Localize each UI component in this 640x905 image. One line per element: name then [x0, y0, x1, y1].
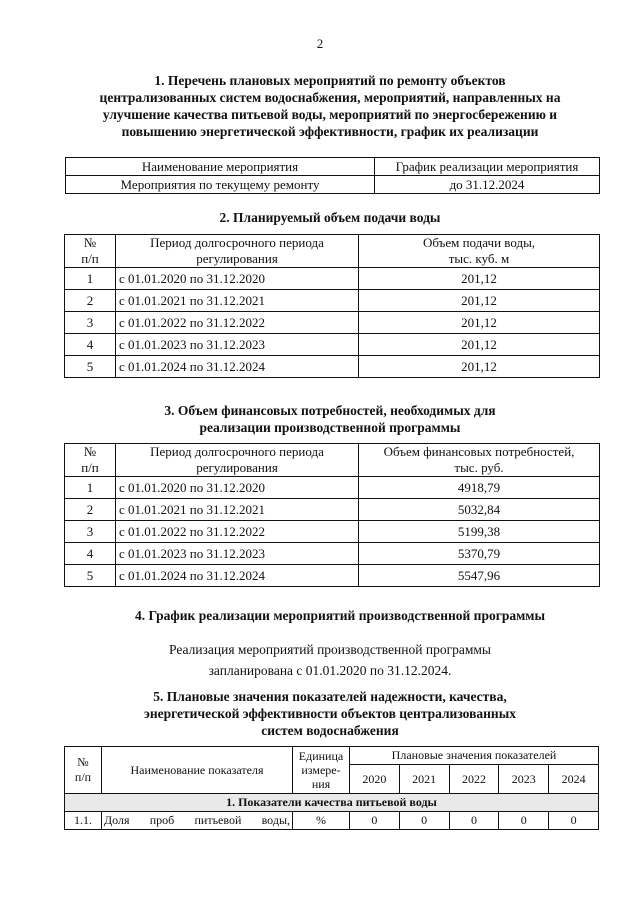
header-num — [65, 444, 116, 477]
section4-text — [80, 639, 580, 681]
schedule-cell: до 31.12.2024 — [375, 176, 600, 194]
section1-title-line: централизованных систем водоснабжения, мероприятий, направленных на — [99, 90, 561, 105]
header-year: 2021 — [399, 765, 449, 794]
page-number: 2 — [316, 36, 324, 51]
header-num-line: № — [83, 235, 97, 250]
header-period-line: Период долгосрочного периода — [150, 235, 324, 250]
financial-needs-table — [64, 443, 600, 587]
header-num — [65, 747, 102, 794]
header-financial — [359, 444, 600, 477]
table-header-row — [66, 158, 600, 176]
header-unit-line: измере- — [301, 763, 341, 777]
row-indicator-name-words — [104, 813, 290, 828]
section5-title-line: энергетической эффективности объектов централизованных — [143, 706, 516, 721]
row-value: 0 — [350, 812, 400, 830]
row-unit: % — [293, 812, 350, 830]
group-title: 1. Показатели качества питьевой воды — [65, 794, 599, 812]
header-num-line: п/п — [81, 251, 99, 266]
row-value: 0 — [399, 812, 449, 830]
row-period: с 01.01.2020 по 31.12.2020 — [116, 268, 359, 290]
row-value: 5547,96 — [359, 565, 600, 587]
table-row — [65, 499, 600, 521]
row-period: с 01.01.2024 по 31.12.2024 — [116, 565, 359, 587]
header-year: 2022 — [449, 765, 499, 794]
table-row — [65, 565, 600, 587]
row-indicator-word: Доля — [104, 813, 130, 827]
table-row — [66, 176, 600, 194]
row-period: с 01.01.2024 по 31.12.2024 — [116, 356, 359, 378]
row-value: 0 — [499, 812, 549, 830]
row-period: с 01.01.2022 по 31.12.2022 — [116, 312, 359, 334]
row-num: 2 — [65, 290, 116, 312]
table-header-row — [65, 444, 600, 477]
row-indicator-word: питьевой — [194, 813, 242, 827]
section1-title — [60, 72, 600, 140]
header-year: 2020 — [350, 765, 400, 794]
header-financial-line: Объем финансовых потребностей, — [383, 444, 575, 459]
table-group-row — [65, 794, 599, 812]
row-num: 5 — [65, 565, 116, 587]
activity-name-cell: Мероприятия по текущему ремонту — [66, 176, 375, 194]
header-num-line: № — [77, 755, 89, 769]
section5-title — [60, 688, 600, 739]
row-value: 201,12 — [359, 334, 600, 356]
row-value: 0 — [549, 812, 599, 830]
header-num-line: п/п — [74, 770, 92, 784]
section2-title: 2. Планируемый объем подачи воды — [219, 210, 441, 225]
header-unit-line: ния — [311, 777, 331, 791]
header-volume-line: тыс. куб. м — [448, 251, 510, 266]
header-financial-line: тыс. руб. — [454, 460, 504, 475]
section5-title-line: систем водоснабжения — [261, 723, 399, 738]
header-num-line: п/п — [81, 460, 99, 475]
header-period — [116, 235, 359, 268]
row-num: 1 — [65, 477, 116, 499]
row-period: с 01.01.2023 по 31.12.2023 — [116, 334, 359, 356]
header-planned-values: Плановые значения показателей — [350, 747, 599, 765]
row-num: 3 — [65, 521, 116, 543]
row-value: 5199,38 — [359, 521, 600, 543]
row-num: 2 — [65, 499, 116, 521]
table-row — [65, 268, 600, 290]
row-indicator-word: воды, — [261, 813, 290, 827]
section3-title — [60, 402, 600, 436]
section1-title-line: 1. Перечень плановых мероприятий по ремонту объектов — [154, 73, 506, 88]
section1-title-line: улучшение качества питьевой воды, мероприятий по энергосбережению и — [102, 107, 558, 122]
header-activity-name: Наименование мероприятия — [66, 158, 375, 176]
row-num: 1 — [65, 268, 116, 290]
row-period: с 01.01.2020 по 31.12.2020 — [116, 477, 359, 499]
indicators-table — [64, 746, 599, 830]
row-period: с 01.01.2022 по 31.12.2022 — [116, 521, 359, 543]
section5-title-line: 5. Плановые значения показателей надежности, качества, — [153, 689, 507, 704]
row-num: 3 — [65, 312, 116, 334]
table-row — [65, 290, 600, 312]
header-volume-line: Объем подачи воды, — [422, 235, 536, 250]
row-value: 0 — [449, 812, 499, 830]
table-row — [65, 477, 600, 499]
row-num: 1.1. — [65, 812, 102, 830]
table-header-row — [65, 235, 600, 268]
row-indicator-word: проб — [149, 813, 175, 827]
row-period: с 01.01.2021 по 31.12.2021 — [116, 290, 359, 312]
row-value: 201,12 — [359, 290, 600, 312]
row-indicator-name — [102, 812, 293, 830]
header-indicator-name: Наименование показателя — [102, 747, 293, 794]
water-supply-table — [64, 234, 600, 378]
table-header-row — [65, 747, 599, 765]
row-value: 201,12 — [359, 312, 600, 334]
section3-title-line: реализации производственной программы — [199, 420, 461, 435]
row-value: 201,12 — [359, 356, 600, 378]
header-schedule: График реализации мероприятия — [375, 158, 600, 176]
row-num: 4 — [65, 543, 116, 565]
table-row — [65, 312, 600, 334]
row-period: с 01.01.2023 по 31.12.2023 — [116, 543, 359, 565]
header-year: 2023 — [499, 765, 549, 794]
table-row — [65, 812, 599, 830]
row-value: 5370,79 — [359, 543, 600, 565]
table-row — [65, 334, 600, 356]
row-value: 201,12 — [359, 268, 600, 290]
header-unit-line: Единица — [298, 749, 344, 763]
row-value: 4918,79 — [359, 477, 600, 499]
header-period-line: регулирования — [196, 251, 278, 266]
row-num: 4 — [65, 334, 116, 356]
header-period-line: Период долгосрочного периода — [150, 444, 324, 459]
header-period — [116, 444, 359, 477]
header-year: 2024 — [549, 765, 599, 794]
header-volume — [359, 235, 600, 268]
section3-title-line: 3. Объем финансовых потребностей, необходимых для — [164, 403, 496, 418]
header-unit — [293, 747, 350, 794]
section4-text-line: запланирована с 01.01.2020 по 31.12.2024. — [208, 663, 452, 678]
table-row — [65, 356, 600, 378]
header-num — [65, 235, 116, 268]
header-period-line: регулирования — [196, 460, 278, 475]
section4-title: 4. График реализации мероприятий производственной программы — [134, 608, 546, 623]
row-period: с 01.01.2021 по 31.12.2021 — [116, 499, 359, 521]
row-num: 5 — [65, 356, 116, 378]
section4-text-line: Реализация мероприятий производственной программы — [168, 642, 492, 657]
header-num-line: № — [83, 444, 97, 459]
row-value: 5032,84 — [359, 499, 600, 521]
activities-table — [65, 157, 600, 194]
section1-title-line: повышению энергетической эффективности, график их реализации — [121, 124, 539, 139]
table-row — [65, 543, 600, 565]
table-row — [65, 521, 600, 543]
